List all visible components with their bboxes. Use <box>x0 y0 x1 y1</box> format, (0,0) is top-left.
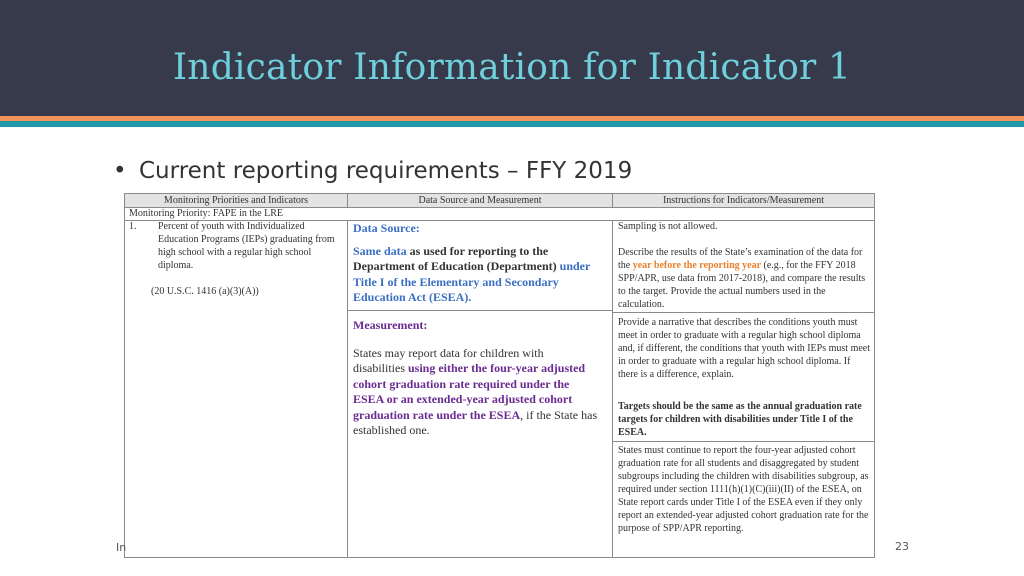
measurement-label: Measurement: <box>353 318 428 332</box>
instructions-narrative: Provide a narrative that describes the conditions youth must meet in order to graduate with a regular high school diploma and, if different, the conditions that youth with IEPs must meet in order to graduate with a regular high school diploma. If there is a difference, explain. <box>618 317 870 380</box>
instructions-sampling: Sampling is not allowed. <box>618 221 718 232</box>
column-divider <box>612 220 613 558</box>
data-source-text: Same data as used for reporting to the Department of Education (Department) under Title I of the Elementary and Secondary Education Act (ESEA). <box>353 243 591 304</box>
table-header-cell: Monitoring Priorities and Indicators <box>163 195 309 206</box>
indicator-number: 1. <box>129 221 137 232</box>
measurement-text: States may report data for children with disabilities using either the four-year adjusted cohort graduation rate required under the ESEA or an extended-year adjusted cohort graduation rate under the ESEA, if the State has established one. <box>353 345 598 437</box>
teal-accent-stripe <box>0 121 1024 127</box>
instructions-describe: Describe the results of the State’s examination of the data for the year before the reporting year (e.g., for the FFY 2018 SPP/APR, use data from 2017-2018), and compare the results to the target. Provide the actual numbers used in the calculation. <box>618 247 866 310</box>
bullet-point <box>113 158 632 184</box>
row-divider <box>348 310 612 311</box>
table-header-row <box>125 194 874 208</box>
bullet-dot-icon: • <box>113 158 127 184</box>
indicator-text: Percent of youth with Individualized Education Programs (IEPs) graduating from high school with a regular high school diploma. <box>158 221 335 271</box>
page-number: 23 <box>895 540 909 553</box>
indicator-citation: (20 U.S.C. 1416 (a)(3)(A)) <box>151 286 259 297</box>
column-divider <box>612 194 613 208</box>
monitoring-priority: Monitoring Priority: FAPE in the LRE <box>129 208 283 219</box>
measurement-block <box>353 318 598 439</box>
row-divider <box>613 312 874 313</box>
data-source-block <box>353 221 598 306</box>
footer-text: In <box>116 541 127 554</box>
column-divider <box>347 220 348 558</box>
indicator-cell <box>129 220 344 298</box>
row-divider <box>613 441 874 442</box>
slide-header <box>0 0 1024 116</box>
table-header-cell: Instructions for Indicators/Measurement <box>662 195 825 206</box>
table-header-cell: Data Source and Measurement <box>418 195 542 206</box>
instructions-targets: Targets should be the same as the annual graduation rate targets for children with disabilities under Title I of the ESEA. <box>618 401 862 438</box>
instructions-continue: States must continue to report the four-year adjusted cohort graduation rate for all students and disaggregated by student subgroups including the children with disabilities subgroup, as required under section 1111(h)(1)(C)(iii)(II) of the ESEA, on State report cards under Title I of the ESEA even if they only report an extended-year adjusted cohort graduation rate for the purpose of SPP/APR reporting. <box>618 445 869 534</box>
column-divider <box>347 194 348 208</box>
requirements-table <box>124 193 875 558</box>
data-source-label: Data Source: <box>353 221 420 235</box>
slide-title: Indicator Information for Indicator 1 <box>172 47 852 88</box>
bullet-text: Current reporting requirements – FFY 2019 <box>139 158 633 184</box>
